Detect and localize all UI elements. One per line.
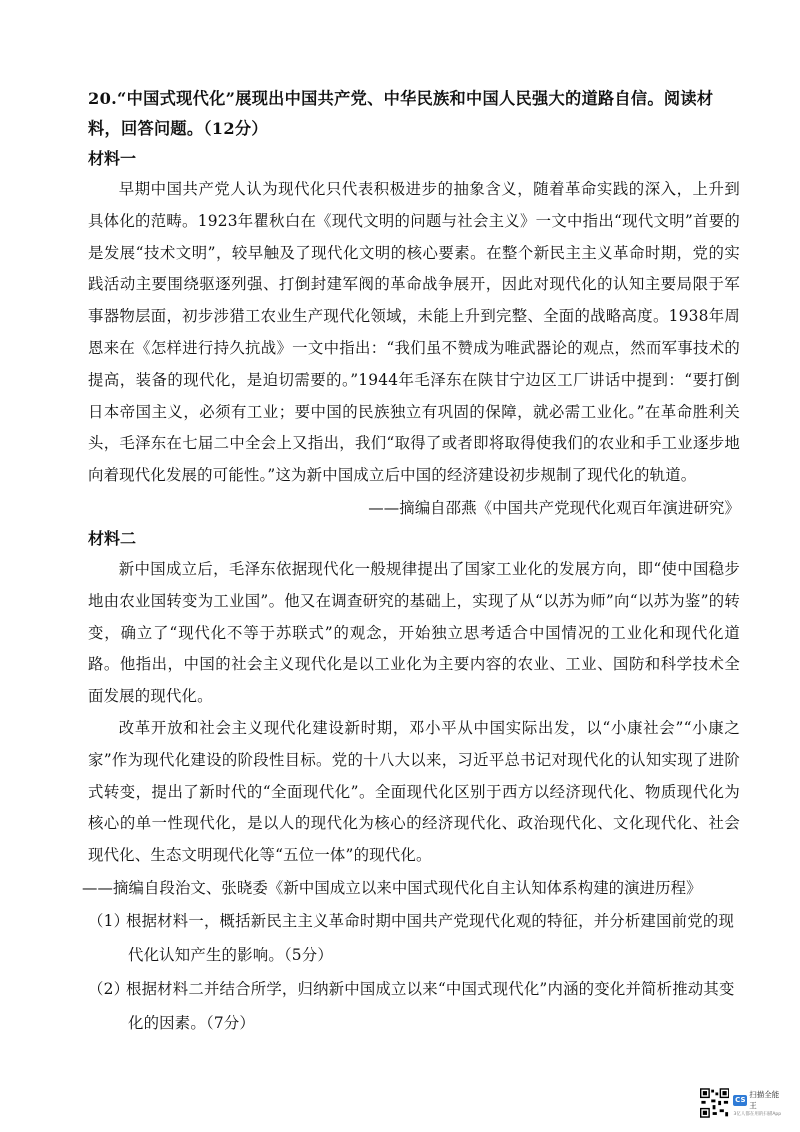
- material1-paragraph: 早期中国共产党人认为现代化只代表积极进步的抽象含义，随着革命实践的深入，上升到具体化的范畴。1923年瞿秋白在《现代文明的问题与社会主义》一文中指出“现代文明”首要的是发展“技术文明”，较早触及了现代化文明的核心要素。在整个新民主主义革命时期，党的实践活动主要围绕驱逐列强、打倒封建军阀的革命战争展开，因此对现代化的认知主要局限于军事器物层面，初步涉猎工农业生产现代化领域，未能上升到完整、全面的战略高度。1938年周恩来在《怎样进行持久抗战》一文中指出：“我们虽不赞成为唯武器论的观点，然而军事技术的提高，装备的现代化，是迫切需要的。”1944年毛泽东在陕甘宁边区工厂讲话中提到：“要打倒日本帝国主义，必须有工业；要中国的民族独立有巩固的保障，就必需工业化。”在革命胜利关头，毛泽东在七届二中全会上又指出，我们“取得了或者即将取得使我们的农业和手工业逐步地向着现代化发展的可能性。”这为新中国成立后中国的经济建设初步规制了现代化的轨道。: [88, 180, 740, 485]
- sub-question-1-text: 根据材料一，概括新民主主义革命时期中国共产党现代化观的特征，并分析建国前党的现代化认知产生的影响。（5分）: [126, 911, 735, 964]
- material1-label: 材料一: [88, 149, 137, 168]
- watermark-app-name: 扫描全能王: [749, 1090, 780, 1110]
- sub-question-1-number: （1）: [88, 911, 130, 930]
- material1-source: ——摘编自邵燕《中国共产党现代化观百年演进研究》: [368, 498, 740, 517]
- watermark-text: [733, 1089, 786, 1117]
- material2-label: 材料二: [88, 528, 137, 548]
- sub-question-2: [88, 972, 740, 1040]
- scanner-watermark: [700, 1086, 786, 1120]
- sub-question-2-number: （2）: [88, 979, 130, 998]
- sub-question-1: [88, 904, 740, 972]
- sub-question-2-text: 根据材料二并结合所学，归纳新中国成立以来“中国式现代化”内涵的变化并简析推动其变化的因素。（7分）: [126, 979, 735, 1032]
- material2-source: ——摘编自段治文、张晓委《新中国成立以来中国式现代化自主认知体系构建的演进历程》: [82, 878, 702, 897]
- qr-code-icon: [700, 1088, 729, 1118]
- watermark-tagline: 3亿人都在用的扫描App: [733, 1112, 782, 1117]
- material2-paragraph-2: 改革开放和社会主义现代化建设新时期，邓小平从中国实际出发，以“小康社会”“小康之家”作为现代化建设的阶段性目标。党的十八大以来，习近平总书记对现代化的认知实现了进阶式转变，提出了新时代的“全面现代化”。全面现代化区别于西方以经济现代化、物质现代化为核心的单一性现代化，是以人的现代化为核心的经济现代化、政治现代化、文化现代化、社会现代化、生态文明现代化等“五位一体”的现代化。: [88, 718, 740, 865]
- material2-paragraph-1: 新中国成立后，毛泽东依据现代化一般规律提出了国家工业化的发展方向，即“使中国稳步地由农业国转变为工业国”。他又在调查研究的基础上，实现了从“以苏为师”向“以苏为鉴”的转变，确立了“现代化不等于苏联式”的观念，开始独立思考适合中国情况的工业化和现代化道路。他指出，中国的社会主义现代化是以工业化为主要内容的农业、工业、国防和科学技术全面发展的现代化。: [88, 559, 740, 706]
- question-title: 20.“中国式现代化”展现出中国共产党、中华民族和中国人民强大的道路自信。阅读材料，回答问题。（12分）: [88, 89, 714, 138]
- camscanner-logo-icon: CS: [735, 1096, 746, 1104]
